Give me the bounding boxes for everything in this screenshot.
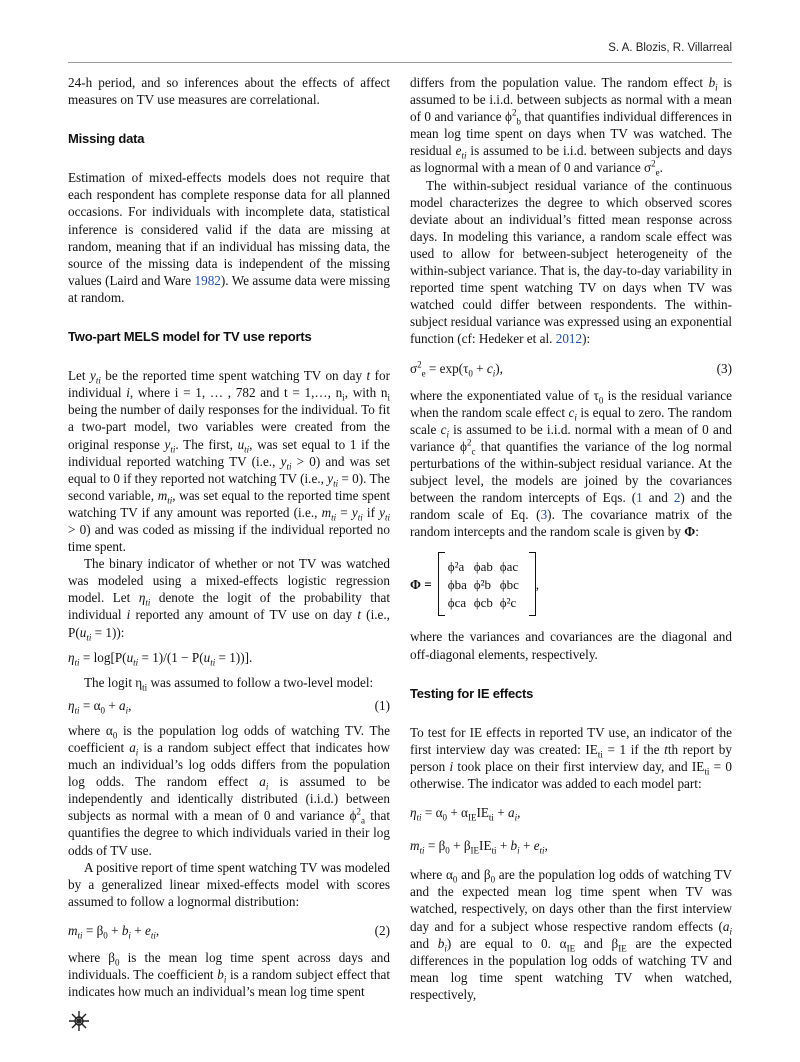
matrix-cell: ϕ²b — [473, 576, 491, 592]
missing-data-heading: Missing data — [68, 131, 145, 147]
logit-paragraph: The logit $\eta_{ti}$ was assumed to follow a two-level model: — [84, 674, 374, 693]
matrix-cell: ϕcb — [473, 594, 493, 610]
beta-paragraph: where $\beta_0$ is the mean log time spent across days and individuals. The coefficient $b_i$ is a random subject effect that indicates how much an individual’s mean log time spent — [68, 950, 390, 1000]
citation-link[interactable]: 2012 — [555, 331, 583, 347]
header-rule — [68, 62, 732, 63]
equation-1: $\eta_{ti} = \alpha_0 + a_i$, (1) — [68, 697, 390, 716]
ie-interpretation-paragraph: where $\alpha_0$ and $\beta_0$ are the population log odds of watching TV and the expected mean log time spent when TV was watched, respectively, on days other than the first interview day and for a subject whose respective random effects ($a_i$ and $b_i$) are equal to 0. $\alpha_{IE}$ and $\beta_{IE}$ are the expected differences in the population log odds of watching TV and mean log time spent watching TV when watched, respectively, — [410, 867, 732, 1002]
two-part-paragraph-2: The binary indicator of whether or not TV was watched was modeled using a mixed-effects logistic regression model. Let $\eta_{ti}$ denote the logit of the probability that individual i reported any amount of TV use on day t (i.e., $P(u_{ti} = 1)$): — [68, 556, 390, 643]
running-head: S. A. Blozis, R. Villarreal — [608, 42, 732, 54]
left-column — [68, 74, 390, 1000]
intro-paragraph: 24-h period, and so inferences about the effects of affect measures on TV use measures are correlational. — [68, 75, 390, 108]
matrix-cell: ϕca — [447, 594, 467, 610]
matrix-grid — [445, 558, 529, 611]
matrix-cell: ϕ²a — [447, 558, 465, 574]
matrix-right-bracket — [529, 552, 536, 616]
equation-2-number: (2) — [374, 922, 390, 938]
equation-1-number: (1) — [374, 697, 390, 713]
equation-3-number: (3) — [716, 360, 732, 376]
covariance-matrix: Φ = ϕ²a ϕab ϕac ϕba ϕ²b ϕbc ϕca ϕcb ϕ²c , — [410, 552, 732, 616]
matrix-cell: ϕba — [447, 576, 467, 592]
equation-5: $m_{ti} = \beta_0 + \beta_{IE}IE_{ti} + b_i + e_{ti}$, — [410, 838, 548, 856]
equation-ref-link[interactable]: 2 — [673, 490, 681, 506]
within-subject-paragraph: The within-subject residual variance of the continuous model characterizes the degree to which observed scores deviate about an individual’s fitted mean response across days. In modeling this variance, a random scale effect was used to allow for between-subject heterogeneity of the within-subject variance. That is, the day-to-day variability in reported time spent watching TV on days when TV was watched could differ between respondents. The within-subject residual variance was expressed using an exponential function (cf: Hedeker et al. 2012): — [410, 177, 732, 347]
two-part-heading: Two-part MELS model for TV use reports — [68, 329, 312, 345]
random-effect-paragraph: differs from the population value. The random effect $b_i$ is assumed to be i.i.d. between subjects as normal with a mean of 0 and variance $\phi^2_b$ that quantifies individual differences in mean log time spent on days when TV was watched. The residual $e_{ti}$ is assumed to be i.i.d. between subjects and days as lognormal with a mean of 0 and variance $\sigma^2_e$. — [410, 75, 732, 179]
right-column — [410, 74, 732, 1003]
equation-2: $m_{ti} = \beta_0 + b_i + e_{ti}$, (2) — [68, 922, 390, 941]
matrix-left-bracket — [438, 552, 445, 616]
matrix-cell: ϕac — [499, 558, 519, 574]
ie-effects-heading: Testing for IE effects — [410, 685, 534, 701]
two-part-paragraph-1: Let $y_{ti}$ be the reported time spent watching TV on day t for individual i, where i = 1, … , 782 and t = 1,…, $n_i$, with $n_i$ being the number of daily responses for the individual. To fit a two-part model, two variables were created from the original response $y_{ti}$. The first, $u_{ti}$, was set equal to 1 if the individual reported watching TV (i.e., $y_{ti} > 0$) and was set equal to 0 if they reported not watching TV (i.e., $y_{ti} = 0$). The second variable, $m_{ti}$, was set equal to the reported time spent watching TV if any amount was reported (i.e., $m_{ti} = y_{ti}$ if $y_{ti} > 0$) and was coded as missing if the individual reported no time spent. — [68, 368, 391, 555]
matrix-lhs: Φ = — [410, 576, 432, 592]
lognormal-paragraph: A positive report of time spent watching TV was modeled by a generalized linear mixed-effects model with scores assumed to follow a lognormal distribution: — [68, 859, 390, 909]
equation-ref-link[interactable]: 3 — [540, 507, 548, 523]
equation-3: $\sigma^2_e = \exp(\tau_0 + c_i)$, (3) — [410, 359, 732, 379]
equation-ref-link[interactable]: 1 — [636, 490, 643, 506]
matrix-cell: ϕbc — [499, 576, 519, 592]
matrix-cell: ϕ²c — [499, 594, 517, 610]
logit-equation: $\eta_{ti} = \log[P(u_{ti} = 1)/(1 - P(u_{ti} = 1))]$. — [68, 649, 253, 668]
ie-paragraph: To test for IE effects in reported TV use, an indicator of the first interview day was created: $IE_{ti} = 1$ if the tth report by person i took place on their first interview day, and $IE_{ti} = 0$ otherwise. The indicator was added to each model part: — [410, 724, 732, 791]
missing-data-paragraph: Estimation of mixed-effects models does not require that each respondent has complete response data for all planned occasions. For individuals with incomplete data, statistical inference is considered valid if the data are missing at random, meaning that if an individual has missing data, the source of the missing data is independent of the missing values (Laird and Ware 1982). We assume data were missing at random. — [68, 170, 390, 305]
variance-paragraph: where the variances and covariances are the diagonal and off-diagonal elements, respectively. — [410, 629, 732, 662]
matrix-cell: ϕab — [473, 558, 493, 574]
springer-logo-icon — [68, 1010, 90, 1032]
alpha-paragraph: where $\alpha_0$ is the population log odds of watching TV. The coefficient $a_i$ is a random subject effect that indicates how much an individual’s log odds differs from the population log odds. The random effect $a_i$ is assumed to be independently and identically distributed (i.i.d.) between subjects as normal with a mean of 0 and variance $\phi^2_a$ that quantifies the degree to which individuals varied in their log odds of TV use. — [68, 722, 391, 858]
equation-4: $\eta_{ti} = \alpha_0 + \alpha_{IE}IE_{ti} + a_i$, — [410, 805, 521, 823]
scale-paragraph: where the exponentiated value of $\tau_0$ is the residual variance when the random scale effect $c_i$ is equal to zero. The random scale $c_i$ is assumed to be i.i.d. normal with a mean of 0 and variance $\phi^2_c$ that quantifies the variance of the log normal perturbations of the within-subject residual variance. At the subject level, the models are joined by the covariances between the random intercepts of Eqs. (1 and 2) and the random scale of Eq. (3). The covariance matrix of the random intercepts and the random scale is given by Φ: — [410, 387, 733, 540]
citation-link[interactable]: 1982 — [194, 272, 221, 288]
